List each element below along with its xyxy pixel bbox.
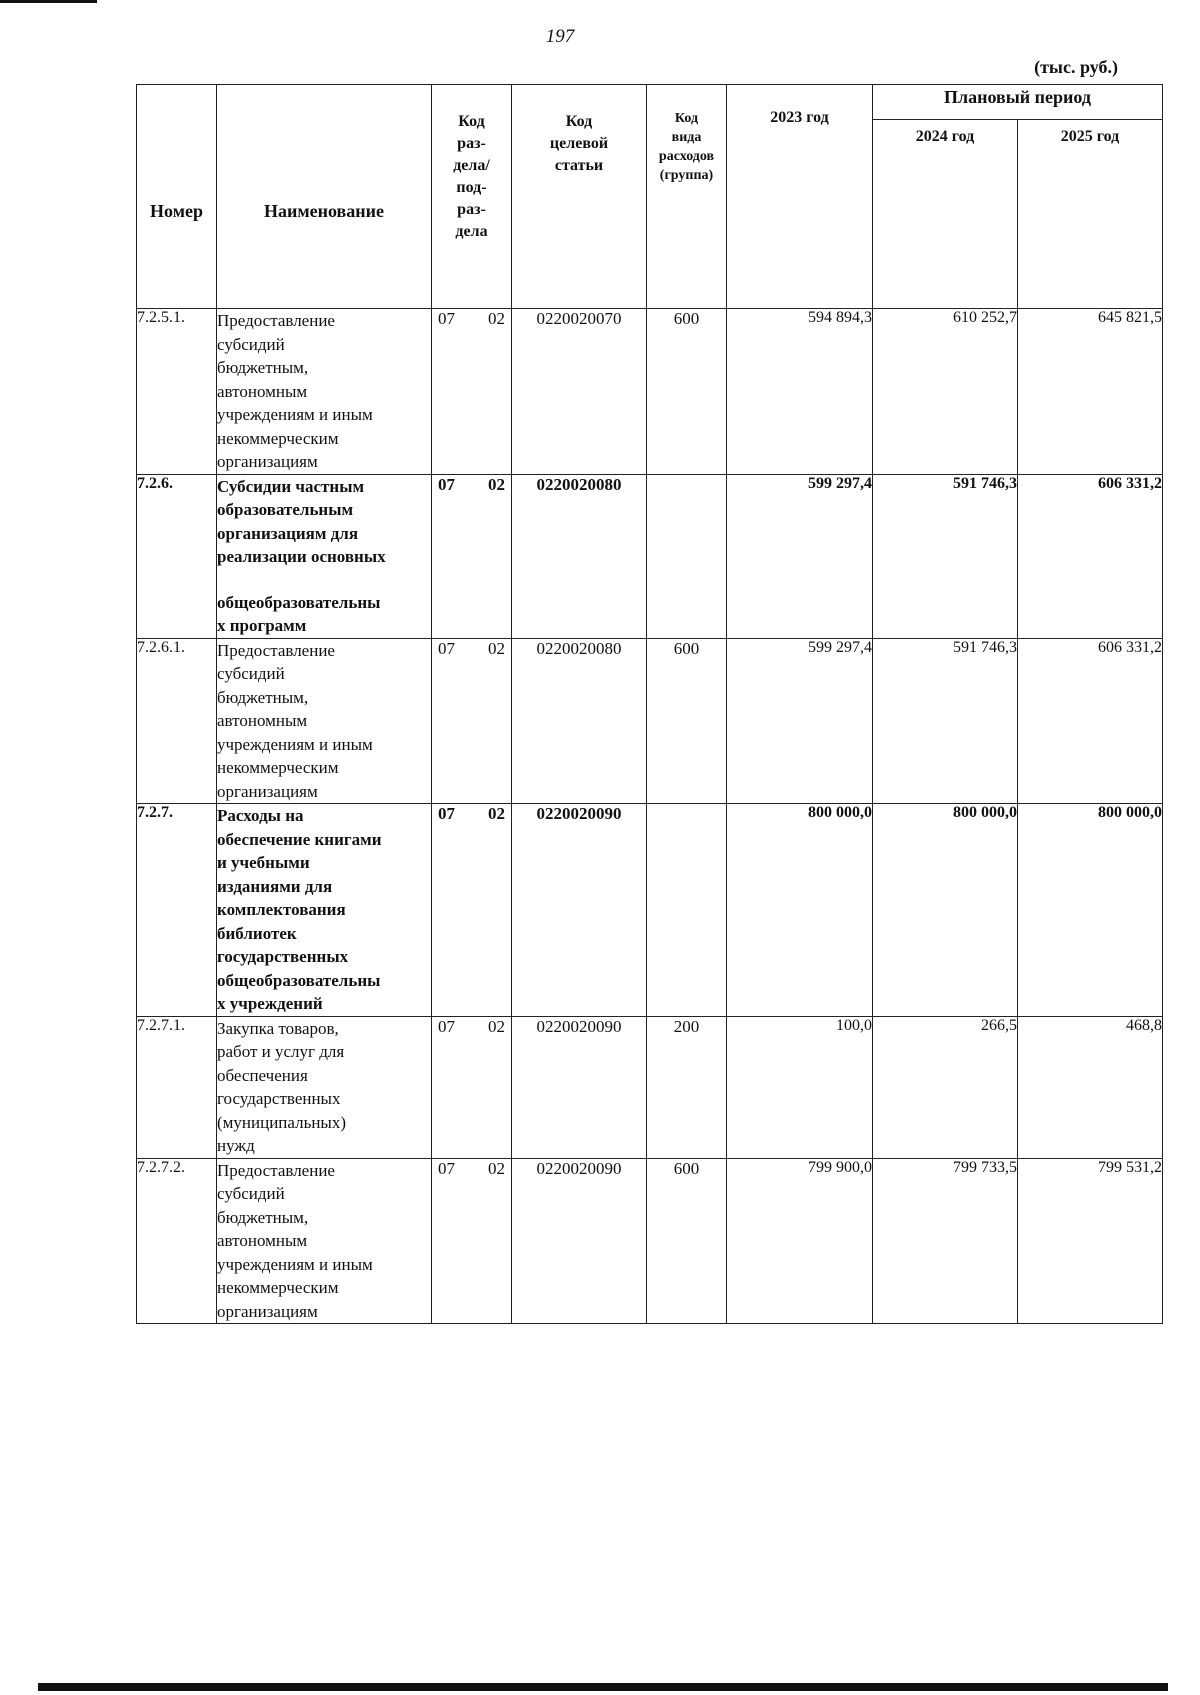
name-line: некоммерческим [217, 1278, 339, 1297]
header-line: вида [671, 130, 702, 145]
table-row [137, 474, 1163, 638]
row-expense-group [647, 804, 727, 1017]
name-line: обеспечение книгами [217, 829, 382, 849]
name-line: и учебными [217, 853, 310, 872]
name-line: библиотек [217, 923, 297, 943]
header-line: (группа) [659, 168, 714, 183]
name-line: субсидий [217, 334, 285, 354]
subsection-code: 02 [488, 638, 505, 658]
row-value-2024: 799 733,5 [873, 1158, 1018, 1324]
row-name [217, 474, 432, 638]
top-corner-rule [0, 0, 97, 3]
name-line: реализации основных [217, 547, 386, 566]
section-code: 07 [438, 804, 455, 823]
row-value-2024: 266,5 [873, 1016, 1018, 1158]
header-name: Наименование [217, 85, 432, 309]
table-row [137, 638, 1163, 804]
row-value-2025: 800 000,0 [1018, 804, 1163, 1017]
row-section-code [432, 804, 512, 1017]
row-name [217, 1016, 432, 1158]
subsection-code: 02 [488, 474, 505, 494]
row-section-code [432, 1016, 512, 1158]
row-value-2023: 599 297,4 [727, 638, 873, 804]
bottom-rule [38, 1683, 1168, 1691]
row-value-2023: 599 297,4 [727, 474, 873, 638]
row-name [217, 1158, 432, 1324]
row-name [217, 638, 432, 804]
name-line: нужд [217, 1136, 255, 1155]
table-body [137, 309, 1163, 1324]
row-value-2024: 610 252,7 [873, 309, 1018, 475]
row-value-2023: 100,0 [727, 1016, 873, 1158]
name-line: Предоставление [217, 311, 335, 330]
section-code: 07 [438, 474, 455, 494]
name-line: обеспечения [217, 1065, 308, 1085]
section-code: 07 [438, 309, 455, 328]
table-row [137, 804, 1163, 1017]
name-line: автономным [217, 1231, 308, 1250]
name-line: учреждениям и иным [217, 405, 373, 424]
header-target-code [512, 85, 647, 309]
row-expense-group: 600 [647, 1158, 727, 1324]
name-line: организациям [217, 452, 318, 471]
name-line: государственных [217, 1089, 341, 1108]
row-value-2025: 799 531,2 [1018, 1158, 1163, 1324]
header-plan-period: Плановый период [873, 85, 1163, 120]
units-label: (тыс. руб.) [1034, 57, 1118, 77]
header-line: раз- [457, 201, 486, 218]
name-line: комплектования [217, 900, 346, 919]
row-number: 7.2.6. [137, 474, 217, 638]
name-line: изданиями для [217, 876, 333, 896]
row-number: 7.2.6.1. [137, 638, 217, 804]
name-line: государственных [217, 947, 349, 966]
name-line: х учреждений [217, 994, 323, 1013]
row-section-code [432, 1158, 512, 1324]
subsection-code: 02 [488, 1158, 505, 1178]
name-line: х программ [217, 616, 307, 635]
header-line: под- [456, 179, 487, 196]
name-line: Предоставление [217, 640, 335, 660]
row-number: 7.2.5.1. [137, 309, 217, 475]
header-line: Код [674, 111, 699, 126]
row-value-2023: 800 000,0 [727, 804, 873, 1017]
section-code: 07 [438, 1016, 455, 1036]
name-line: субсидий [217, 664, 285, 683]
page-number: 197 [545, 26, 575, 47]
row-target-code: 0220020090 [512, 1016, 647, 1158]
row-value-2025: 468,8 [1018, 1016, 1163, 1158]
name-line: бюджетным, [217, 687, 309, 707]
row-expense-group: 200 [647, 1016, 727, 1158]
name-line: некоммерческим [217, 758, 339, 777]
table-row [137, 309, 1163, 475]
name-line: автономным [217, 711, 308, 730]
subsection-code: 02 [488, 804, 505, 823]
row-target-code: 0220020070 [512, 309, 647, 475]
name-line: Субсидии частным [217, 476, 365, 496]
header-expense-group [647, 85, 727, 309]
name-line: организациям [217, 1301, 318, 1321]
row-number: 7.2.7.1. [137, 1016, 217, 1158]
table-row [137, 1158, 1163, 1324]
row-name [217, 309, 432, 475]
header-year-2023: 2023 год [727, 85, 873, 309]
row-value-2025: 606 331,2 [1018, 638, 1163, 804]
name-blank-line [217, 569, 431, 591]
header-line: целевой [549, 135, 609, 152]
row-value-2024: 800 000,0 [873, 804, 1018, 1017]
row-number: 7.2.7.2. [137, 1158, 217, 1324]
row-value-2023: 799 900,0 [727, 1158, 873, 1324]
name-line: Закупка товаров, [217, 1018, 339, 1038]
row-expense-group [647, 474, 727, 638]
section-code: 07 [438, 1158, 455, 1178]
row-target-code: 0220020090 [512, 1158, 647, 1324]
section-code: 07 [438, 638, 455, 658]
subsection-code: 02 [488, 309, 505, 328]
row-value-2025: 606 331,2 [1018, 474, 1163, 638]
header-line: дела [455, 223, 488, 240]
row-number: 7.2.7. [137, 804, 217, 1017]
header-year-2025: 2025 год [1018, 120, 1163, 309]
header-line: Код [458, 113, 485, 130]
row-target-code: 0220020080 [512, 474, 647, 638]
name-line: бюджетным, [217, 358, 309, 377]
row-expense-group: 600 [647, 638, 727, 804]
header-number: Номер [137, 85, 217, 309]
header-year-2024: 2024 год [873, 120, 1018, 309]
row-section-code [432, 474, 512, 638]
name-line: Предоставление [217, 1160, 335, 1180]
row-value-2024: 591 746,3 [873, 474, 1018, 638]
row-value-2025: 645 821,5 [1018, 309, 1163, 475]
header-line: статьи [554, 157, 604, 174]
table-header [137, 85, 1163, 309]
name-line: субсидий [217, 1184, 285, 1203]
name-line: работ и услуг для [217, 1042, 345, 1061]
name-line: организациям для [217, 523, 359, 543]
row-section-code [432, 309, 512, 475]
row-value-2024: 591 746,3 [873, 638, 1018, 804]
name-line: некоммерческим [217, 428, 339, 448]
name-line: общеобразовательны [217, 970, 381, 990]
name-line: учреждениям и иным [217, 1254, 373, 1274]
name-line: бюджетным, [217, 1207, 309, 1227]
subsection-code: 02 [488, 1016, 505, 1036]
name-line: организациям [217, 781, 318, 801]
name-line: (муниципальных) [217, 1112, 347, 1132]
row-value-2023: 594 894,3 [727, 309, 873, 475]
header-line: Код [565, 113, 593, 130]
row-target-code: 0220020090 [512, 804, 647, 1017]
row-target-code: 0220020080 [512, 638, 647, 804]
header-line: расходов [658, 149, 715, 164]
header-line: раз- [457, 135, 486, 152]
row-section-code [432, 638, 512, 804]
budget-table [136, 84, 1163, 1324]
row-expense-group: 600 [647, 309, 727, 475]
name-line: учреждениям и иным [217, 734, 373, 754]
name-line: Расходы на [217, 806, 304, 825]
name-line: образовательным [217, 500, 354, 519]
header-line: дела/ [453, 157, 490, 174]
table-row [137, 1016, 1163, 1158]
header-section-code [432, 85, 512, 309]
name-line: автономным [217, 381, 308, 401]
name-line: общеобразовательны [217, 592, 381, 612]
row-name [217, 804, 432, 1017]
